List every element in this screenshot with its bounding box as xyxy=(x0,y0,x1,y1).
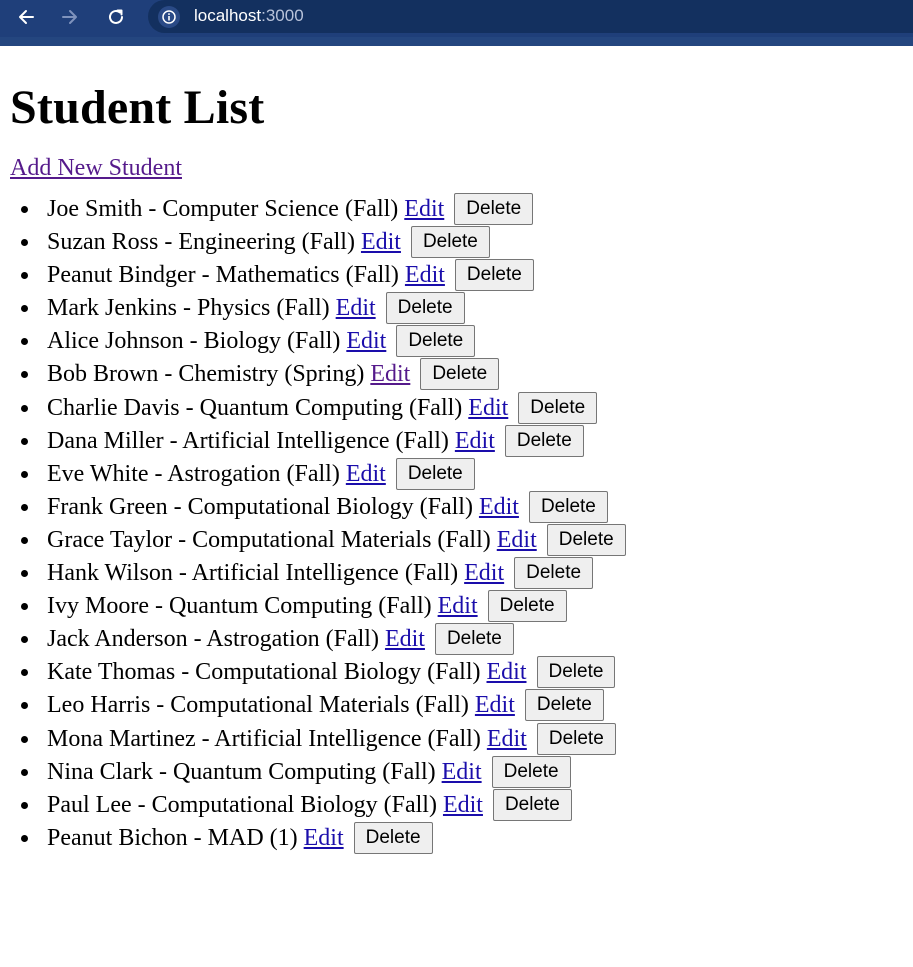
delete-student-button[interactable]: Delete xyxy=(386,292,465,324)
student-info: Grace Taylor - Computational Materials (Fall) xyxy=(47,526,491,553)
student-list-item xyxy=(47,458,903,491)
student-list-item xyxy=(47,590,903,623)
delete-student-button[interactable]: Delete xyxy=(411,226,490,258)
edit-student-link[interactable]: Edit xyxy=(464,560,505,587)
url-host: localhost xyxy=(194,6,262,25)
delete-student-button[interactable]: Delete xyxy=(505,425,584,457)
edit-student-link[interactable]: Edit xyxy=(478,493,519,520)
student-list-item xyxy=(47,723,903,756)
edit-student-link[interactable]: Edit xyxy=(486,659,527,686)
add-new-student-link[interactable]: Add New Student xyxy=(10,155,182,181)
delete-student-button[interactable]: Delete xyxy=(547,524,626,556)
delete-student-button[interactable]: Delete xyxy=(537,723,616,755)
delete-student-button[interactable]: Delete xyxy=(420,358,499,390)
student-info: Alice Johnson - Biology (Fall) xyxy=(47,328,341,355)
student-info: Peanut Bichon - MAD (1) xyxy=(47,824,298,851)
student-list-item xyxy=(47,557,903,590)
student-info: Leo Harris - Computational Materials (Fall) xyxy=(47,692,469,719)
edit-student-link[interactable]: Edit xyxy=(346,328,387,355)
student-info: Suzan Ross - Engineering (Fall) xyxy=(47,229,355,256)
forward-arrow-icon[interactable] xyxy=(57,4,83,30)
back-arrow-icon[interactable] xyxy=(13,4,39,30)
student-info: Charlie Davis - Quantum Computing (Fall) xyxy=(47,394,463,421)
student-list-item xyxy=(47,789,903,822)
edit-student-link[interactable]: Edit xyxy=(404,262,445,289)
student-info: Peanut Bindger - Mathematics (Fall) xyxy=(47,262,399,289)
student-list-item xyxy=(47,392,903,425)
reload-icon[interactable] xyxy=(103,4,129,30)
student-info: Nina Clark - Quantum Computing (Fall) xyxy=(47,758,436,785)
student-list-item xyxy=(47,259,903,292)
delete-student-button[interactable]: Delete xyxy=(525,689,604,721)
student-list-item xyxy=(47,358,903,391)
edit-student-link[interactable]: Edit xyxy=(441,758,482,785)
student-list-item xyxy=(47,325,903,358)
student-list-item xyxy=(47,193,903,226)
student-info: Mark Jenkins - Physics (Fall) xyxy=(47,295,330,322)
delete-student-button[interactable]: Delete xyxy=(529,491,608,523)
student-info: Ivy Moore - Quantum Computing (Fall) xyxy=(47,593,432,620)
student-info: Mona Martinez - Artificial Intelligence (Fall) xyxy=(47,725,481,752)
edit-student-link[interactable]: Edit xyxy=(474,692,515,719)
student-list xyxy=(10,193,903,855)
student-list-item xyxy=(47,689,903,722)
delete-student-button[interactable]: Delete xyxy=(396,325,475,357)
toolbar-strip xyxy=(0,37,913,46)
edit-student-link[interactable]: Edit xyxy=(303,824,344,851)
delete-student-button[interactable]: Delete xyxy=(435,623,514,655)
student-list-item xyxy=(47,292,903,325)
delete-student-button[interactable]: Delete xyxy=(396,458,475,490)
url-port: :3000 xyxy=(261,6,304,25)
student-info: Joe Smith - Computer Science (Fall) xyxy=(47,196,399,222)
edit-student-link[interactable]: Edit xyxy=(442,791,483,818)
student-info: Jack Anderson - Astrogation (Fall) xyxy=(47,626,379,653)
student-list-item xyxy=(47,756,903,789)
page-title: Student List xyxy=(10,81,265,134)
edit-student-link[interactable]: Edit xyxy=(468,394,509,421)
edit-student-link[interactable]: Edit xyxy=(486,725,527,752)
delete-student-button[interactable]: Delete xyxy=(488,590,567,622)
delete-student-button[interactable]: Delete xyxy=(454,193,533,225)
delete-student-button[interactable]: Delete xyxy=(455,259,534,291)
delete-student-button[interactable]: Delete xyxy=(493,789,572,821)
address-url[interactable] xyxy=(194,6,304,26)
edit-student-link[interactable]: Edit xyxy=(345,460,386,487)
student-info: Hank Wilson - Artificial Intelligence (Fall) xyxy=(47,560,459,587)
student-list-item xyxy=(47,425,903,458)
student-list-item xyxy=(47,226,903,259)
edit-student-link[interactable]: Edit xyxy=(335,295,376,322)
edit-student-link[interactable]: Edit xyxy=(496,526,537,553)
student-list-item xyxy=(47,491,903,524)
student-list-item xyxy=(47,656,903,689)
student-info: Bob Brown - Chemistry (Spring) xyxy=(47,361,365,388)
student-info: Frank Green - Computational Biology (Fall) xyxy=(47,493,473,520)
site-info-icon[interactable] xyxy=(158,6,180,28)
student-list-item xyxy=(47,822,903,855)
edit-student-link[interactable]: Edit xyxy=(437,593,478,620)
student-info: Dana Miller - Artificial Intelligence (Fall) xyxy=(47,427,449,454)
student-info: Eve White - Astrogation (Fall) xyxy=(47,460,340,487)
student-list-item xyxy=(47,524,903,557)
page-content xyxy=(10,46,903,855)
delete-student-button[interactable]: Delete xyxy=(354,822,433,854)
edit-student-link[interactable]: Edit xyxy=(404,196,445,222)
student-info: Kate Thomas - Computational Biology (Fall) xyxy=(47,659,481,686)
browser-toolbar xyxy=(0,0,913,46)
edit-student-link[interactable]: Edit xyxy=(370,361,411,388)
delete-student-button[interactable]: Delete xyxy=(537,656,616,688)
address-bar[interactable] xyxy=(148,0,913,33)
student-info: Paul Lee - Computational Biology (Fall) xyxy=(47,791,437,818)
delete-student-button[interactable]: Delete xyxy=(518,392,597,424)
edit-student-link[interactable]: Edit xyxy=(384,626,425,653)
edit-student-link[interactable]: Edit xyxy=(360,229,401,256)
student-list-item xyxy=(47,623,903,656)
delete-student-button[interactable]: Delete xyxy=(514,557,593,589)
delete-student-button[interactable]: Delete xyxy=(492,756,571,788)
edit-student-link[interactable]: Edit xyxy=(454,427,495,454)
